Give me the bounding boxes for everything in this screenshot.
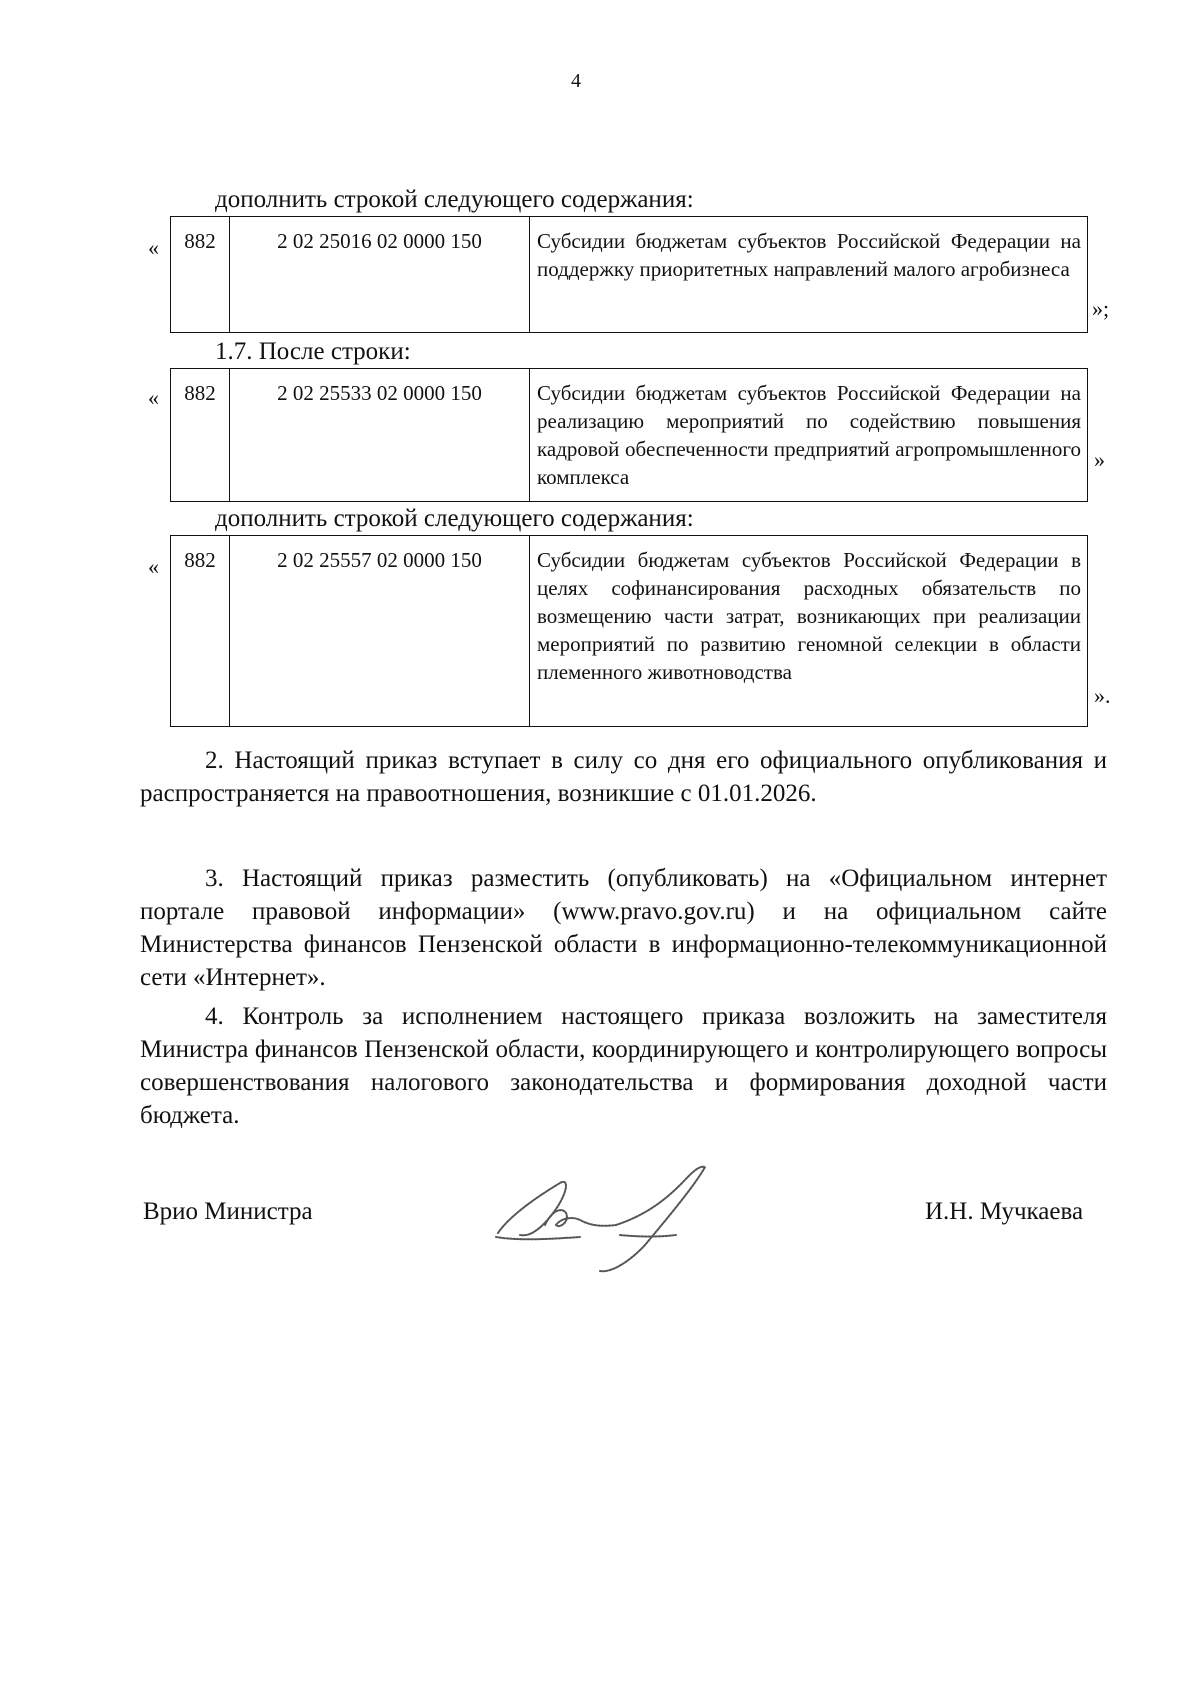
block-intro: дополнить строкой следующего содержания: (215, 186, 694, 213)
close-quote: » (1094, 447, 1105, 472)
open-quote: « (148, 235, 159, 260)
signatory-position: Врио Министра (143, 1198, 313, 1225)
revenue-name-cell: Субсидии бюджетам субъектов Российской Федерации на реализацию мероприятий по содействию повышения кадровой обеспеченности предприятий агропромышленного комплекса (530, 369, 1088, 502)
amendment-table (170, 535, 1088, 727)
budget-code-cell: 2 02 25557 02 0000 150 (230, 536, 530, 727)
admin-code-cell: 882 (171, 536, 230, 727)
table-row (171, 369, 1088, 502)
revenue-name-cell: Субсидии бюджетам субъектов Российской Федерации в целях софинансирования расходных обязательств по возмещению части затрат, возникающих при реализации мероприятий по развитию геномной селекции в области племенного животноводства (530, 536, 1088, 727)
close-quote: ». (1094, 683, 1111, 708)
open-quote: « (148, 554, 159, 579)
admin-code-cell: 882 (171, 369, 230, 502)
handwritten-signature (490, 1155, 730, 1275)
paragraph-3: 3. Настоящий приказ разместить (опубликовать) на «Официальном интернет портале правовой информации» (www.pravo.gov.ru) и на официальном сайте Министерства финансов Пензенской области в информационно-телекоммуникационной сети «Интернет». (140, 865, 1107, 991)
amendment-table (170, 368, 1088, 502)
signatory-name: И.Н. Мучкаева (925, 1198, 1084, 1225)
table-row (171, 536, 1088, 727)
budget-code-cell: 2 02 25016 02 0000 150 (230, 217, 530, 333)
block-intro: 1.7. После строки: (215, 338, 411, 365)
table-row (171, 217, 1088, 333)
revenue-name-cell: Субсидии бюджетам субъектов Российской Федерации на поддержку приоритетных направлений малого агробизнеса (530, 217, 1088, 333)
close-quote: »; (1092, 296, 1110, 321)
paragraph-4: 4. Контроль за исполнением настоящего приказа возложить на заместителя Министра финансов Пензенской области, координирующего и контролирующего вопросы совершенствования налогового законодательства и формирования доходной части бюджета. (140, 1003, 1107, 1129)
paragraph-2: 2. Настоящий приказ вступает в силу со дня его официального опубликования и распространяется на правоотношения, возникшие с 01.01.2026. (140, 747, 1107, 807)
block-intro: дополнить строкой следующего содержания: (215, 505, 694, 532)
page-number: 4 (571, 70, 581, 92)
open-quote: « (148, 385, 159, 410)
amendment-table (170, 216, 1088, 333)
budget-code-cell: 2 02 25533 02 0000 150 (230, 369, 530, 502)
admin-code-cell: 882 (171, 217, 230, 333)
